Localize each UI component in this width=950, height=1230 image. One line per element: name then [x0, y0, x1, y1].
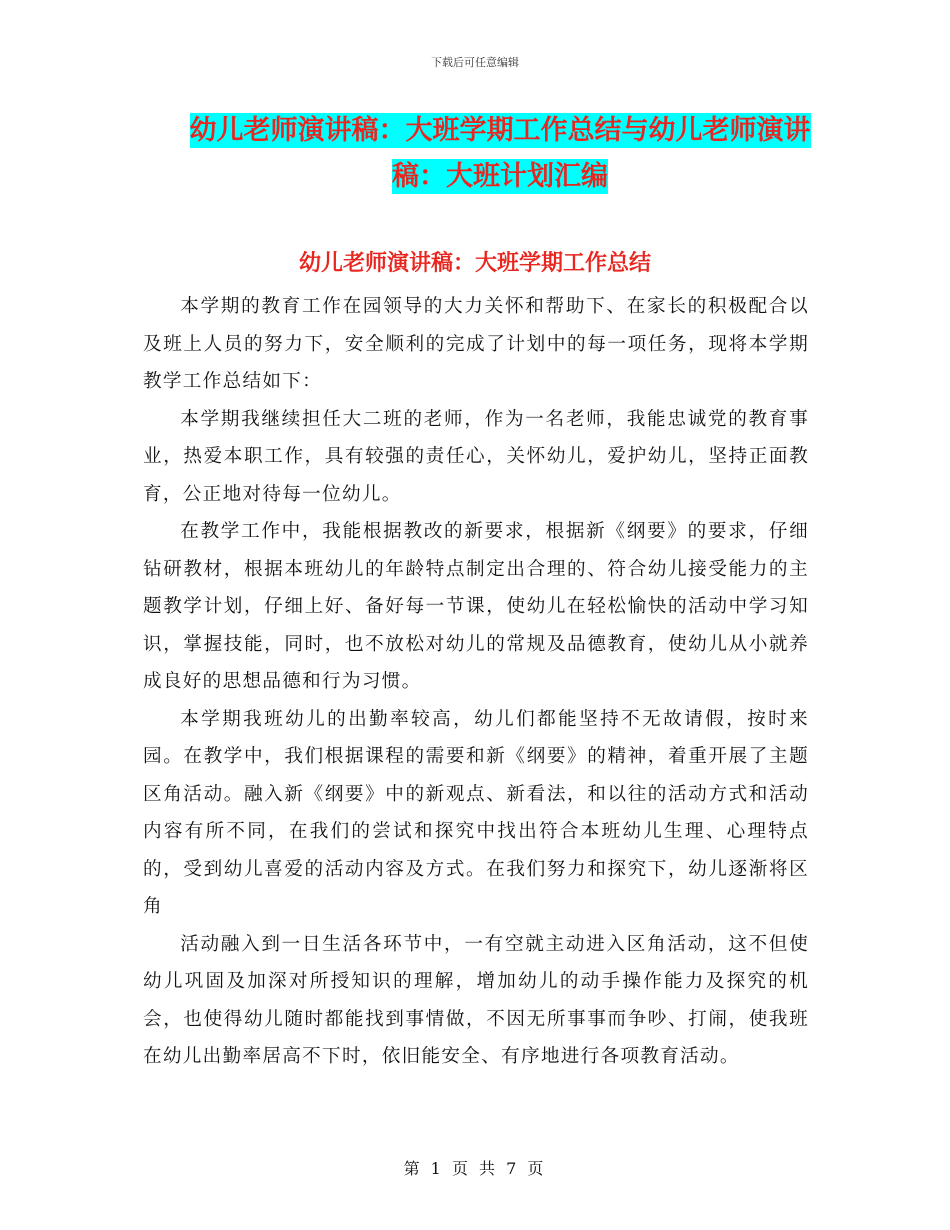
title-line-1: 幼儿老师演讲稿：大班学期工作总结与幼儿老师演讲 — [189, 115, 811, 146]
document-title — [140, 108, 860, 200]
body-text — [143, 288, 809, 1076]
header-note: 下载后可任意编辑 — [431, 56, 519, 69]
paragraph: 本学期我继续担任大二班的老师，作为一名老师，我能忠诚党的教育事业，热爱本职工作，具有较强的责任心，关怀幼儿，爱护幼儿，坚持正面教育，公正地对待每一位幼儿。 — [143, 408, 809, 505]
title-line-2: 稿：大班计划汇编 — [392, 161, 608, 192]
page-footer: 第 1 页 共 7 页 — [403, 1159, 547, 1178]
paragraph: 活动融入到一日生活各环节中，一有空就主动进入区角活动，这不但使幼儿巩固及加深对所授知识的理解，增加幼儿的动手操作能力及探究的机会，也使得幼儿随时都能找到事情做，不因无所事事而争吵、打闹，使我班在幼儿出勤率居高不下时，依旧能安全、有序地进行各项教育活动。 — [143, 933, 809, 1067]
paragraph: 本学期的教育工作在园领导的大力关怀和帮助下、在家长的积极配合以及班上人员的努力下，安全顺利的完成了计划中的每一项任务，现将本学期教学工作总结如下： — [143, 296, 809, 392]
section-title: 幼儿老师演讲稿：大班学期工作总结 — [298, 250, 651, 276]
paragraph: 在教学工作中，我能根据教改的新要求，根据新《纲要》的要求，仔细钻研教材，根据本班幼儿的年龄特点制定出合理的、符合幼儿接受能力的主题教学计划，仔细上好、备好每一节课，使幼儿在轻松愉快的活动中学习知识，掌握技能，同时，也不放松对幼儿的常规及品德教育，使幼儿从小就养成良好的思想品德和行为习惯。 — [143, 521, 809, 692]
paragraph: 本学期我班幼儿的出勤率较高，幼儿们都能坚持不无故请假，按时来园。在教学中，我们根据课程的需要和新《纲要》的精神，着重开展了主题区角活动。融入新《纲要》中的新观点、新看法，和以往的活动方式和活动内容有所不同，在我们的尝试和探究中找出符合本班幼儿生理、心理特点的，受到幼儿喜爱的活动内容及方式。在我们努力和探究下，幼儿逐渐将区角 — [143, 708, 809, 917]
